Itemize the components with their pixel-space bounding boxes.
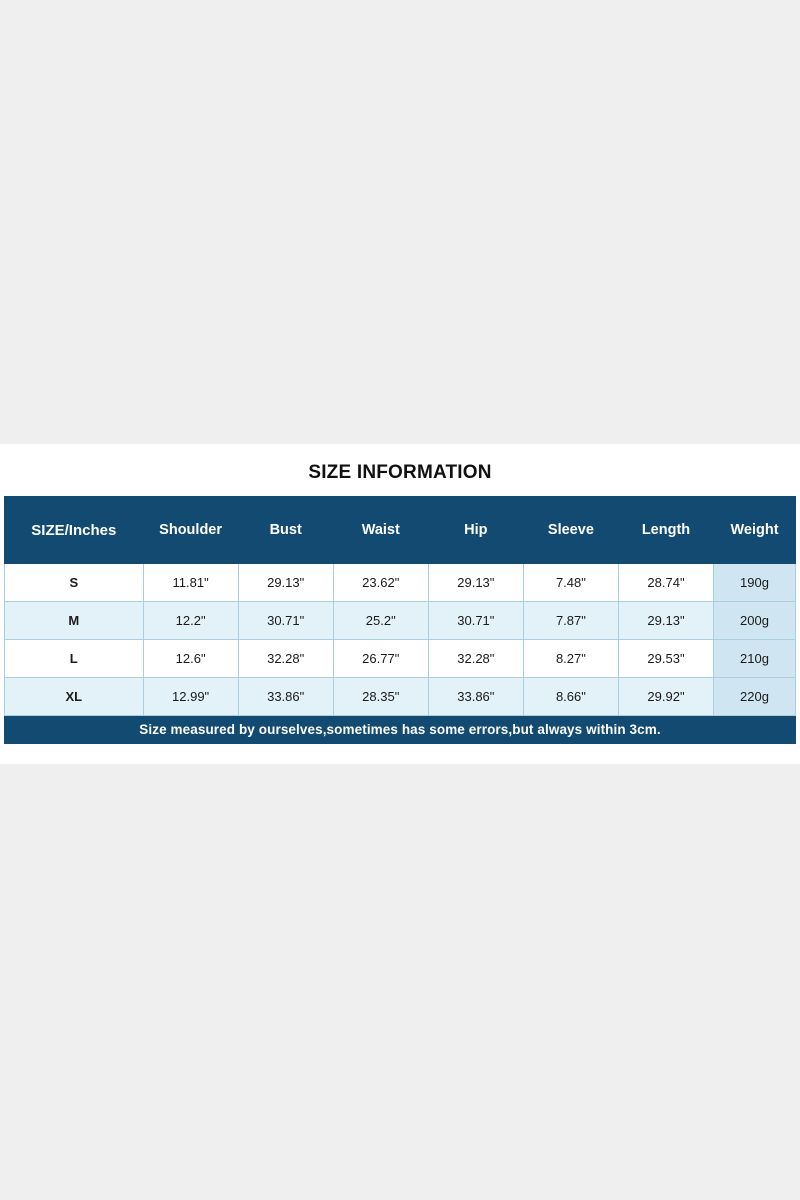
column-header-waist: Waist <box>333 497 428 564</box>
size-chart-card <box>0 444 800 764</box>
column-header-size: SIZE/Inches <box>5 497 144 564</box>
column-header-bust: Bust <box>238 497 333 564</box>
cell-length: 29.53" <box>618 640 713 678</box>
table-header-row <box>5 497 796 564</box>
cell-shoulder: 12.2" <box>143 602 238 640</box>
column-header-hip: Hip <box>428 497 523 564</box>
cell-bust: 29.13" <box>238 564 333 602</box>
cell-size: M <box>5 602 144 640</box>
cell-waist: 26.77" <box>333 640 428 678</box>
cell-shoulder: 11.81" <box>143 564 238 602</box>
measurement-note: Size measured by ourselves,sometimes has some errors,but always within 3cm. <box>4 716 796 744</box>
cell-sleeve: 8.66" <box>523 678 618 716</box>
table-row <box>5 640 796 678</box>
cell-size: L <box>5 640 144 678</box>
table-row <box>5 602 796 640</box>
cell-bust: 32.28" <box>238 640 333 678</box>
cell-sleeve: 7.48" <box>523 564 618 602</box>
cell-waist: 28.35" <box>333 678 428 716</box>
page-title: SIZE INFORMATION <box>308 462 492 483</box>
size-table <box>4 496 796 716</box>
cell-weight: 210g <box>714 640 796 678</box>
column-header-sleeve: Sleeve <box>523 497 618 564</box>
column-header-length: Length <box>618 497 713 564</box>
cell-length: 29.13" <box>618 602 713 640</box>
size-table-container <box>0 496 800 716</box>
table-body <box>5 564 796 716</box>
table-row <box>5 564 796 602</box>
column-header-shoulder: Shoulder <box>143 497 238 564</box>
cell-bust: 33.86" <box>238 678 333 716</box>
cell-weight: 220g <box>714 678 796 716</box>
column-header-weight: Weight <box>714 497 796 564</box>
cell-sleeve: 7.87" <box>523 602 618 640</box>
table-row <box>5 678 796 716</box>
cell-length: 28.74" <box>618 564 713 602</box>
cell-size: XL <box>5 678 144 716</box>
cell-waist: 23.62" <box>333 564 428 602</box>
cell-hip: 29.13" <box>428 564 523 602</box>
cell-hip: 30.71" <box>428 602 523 640</box>
cell-shoulder: 12.6" <box>143 640 238 678</box>
cell-waist: 25.2" <box>333 602 428 640</box>
cell-weight: 190g <box>714 564 796 602</box>
table-header <box>5 497 796 564</box>
cell-hip: 32.28" <box>428 640 523 678</box>
cell-weight: 200g <box>714 602 796 640</box>
cell-shoulder: 12.99" <box>143 678 238 716</box>
cell-hip: 33.86" <box>428 678 523 716</box>
cell-sleeve: 8.27" <box>523 640 618 678</box>
cell-size: S <box>5 564 144 602</box>
cell-length: 29.92" <box>618 678 713 716</box>
cell-bust: 30.71" <box>238 602 333 640</box>
